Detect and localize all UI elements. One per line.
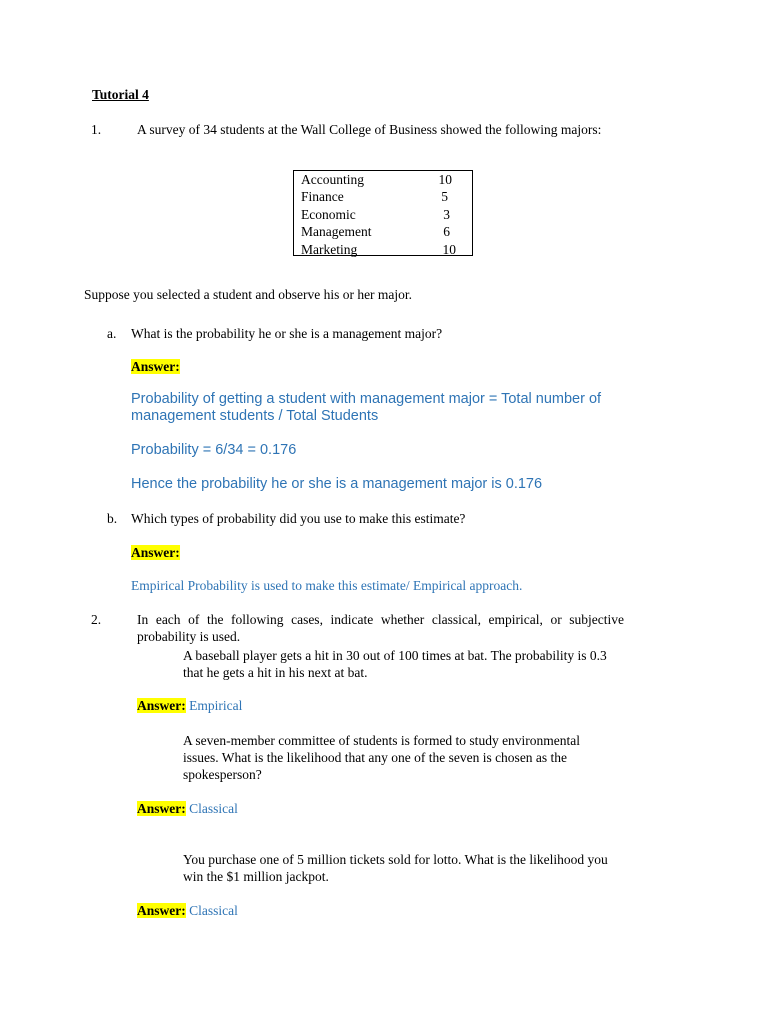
- case-text-line: issues. What is the likelihood that any one of the seven is chosen as the: [183, 750, 568, 765]
- part-b-label: b.: [107, 511, 118, 526]
- answer-label: Answer:: [137, 903, 186, 918]
- table-row: [301, 171, 472, 188]
- table-row: [301, 241, 472, 258]
- table-cell-major: Finance: [301, 189, 344, 205]
- answer-text: Empirical Probability is used to make this estimate/ Empirical approach.: [131, 578, 523, 593]
- part-a-question: What is the probability he or she is a management major?: [131, 326, 443, 341]
- part-a-label: a.: [107, 326, 117, 341]
- case-text-line: that he gets a hit in his next at bat.: [183, 665, 368, 680]
- case-text-line: A seven-member committee of students is formed to study environmental: [183, 733, 581, 748]
- answer-text-line: Probability of getting a student with management major = Total number of: [131, 391, 602, 407]
- question-2-intro: In each of the following cases, indicate whether classical, empirical, or subjective: [137, 612, 625, 627]
- answer-label: Answer:: [131, 545, 180, 560]
- page-title: Tutorial 4: [92, 87, 149, 102]
- table-cell-count: 10: [442, 241, 456, 257]
- case-text-line: spokesperson?: [183, 767, 262, 782]
- table-cell-major: Accounting: [301, 172, 364, 187]
- answer-text: Empirical: [189, 698, 243, 713]
- majors-table: [293, 170, 473, 256]
- case-text-line: A baseball player gets a hit in 30 out of 100 times at bat. The probability is 0.3: [183, 648, 607, 663]
- part-b-question: Which types of probability did you use to make this estimate?: [131, 511, 466, 526]
- table-cell-major: Economic: [301, 206, 356, 222]
- table-cell-count: 6: [443, 224, 450, 240]
- table-cell-major: Marketing: [301, 241, 358, 257]
- answer-text: Classical: [189, 903, 238, 918]
- table-cell-count: 10: [438, 172, 452, 187]
- question-1-number: 1.: [91, 122, 102, 137]
- case-text-line: win the $1 million jackpot.: [183, 869, 329, 884]
- question-2-intro: probability is used.: [137, 629, 241, 644]
- answer-label: Answer:: [137, 801, 186, 816]
- question-1-intro: Suppose you selected a student and observe his or her major.: [84, 287, 413, 302]
- question-1-text: A survey of 34 students at the Wall College of Business showed the following majors:: [137, 122, 602, 137]
- answer-text-line: Hence the probability he or she is a management major is 0.176: [131, 476, 543, 492]
- case-text-line: You purchase one of 5 million tickets sold for lotto. What is the likelihood you: [183, 852, 608, 867]
- answer-label: Answer:: [131, 359, 180, 374]
- answer-text-line: Probability = 6/34 = 0.176: [131, 442, 297, 458]
- table-row: [301, 206, 472, 223]
- question-2-number: 2.: [91, 612, 102, 627]
- table-cell-major: Management: [301, 224, 372, 240]
- table-row: [301, 223, 472, 240]
- answer-text-line: management students / Total Students: [131, 408, 379, 424]
- table-cell-count: 3: [443, 206, 450, 222]
- table-cell-count: 5: [441, 189, 448, 205]
- answer-text: Classical: [189, 801, 238, 816]
- table-row: [301, 188, 472, 205]
- answer-label: Answer:: [137, 698, 186, 713]
